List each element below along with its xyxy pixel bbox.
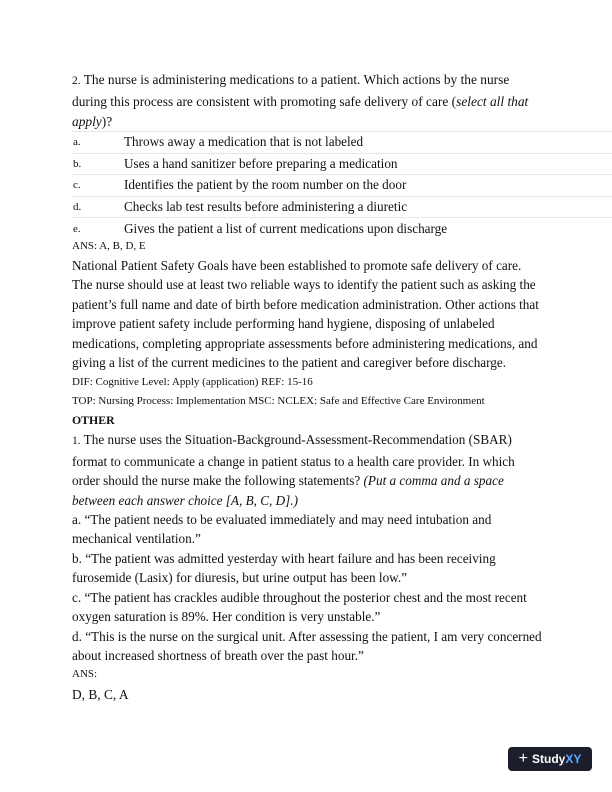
badge-prefix: Study xyxy=(531,752,566,766)
question-2-rationale: National Patient Safety Goals have been established to promote safe delivery of care. The nurse should use at least two reliable ways to identify the patient such as asking the patient’s full name and date of birth before medication administration. Other actions that improve patient safety include performing hand hygiene, disposing of unlabeled medications, completing appropriate assessments before administering medications, and giving a list of the current medicines to the patient and caregiver before discharge. xyxy=(72,258,539,371)
question-1-answer: D, B, C, A xyxy=(72,687,129,703)
option-d xyxy=(72,196,612,218)
option-letter: a. xyxy=(73,136,81,149)
option-letter: c. xyxy=(73,179,81,192)
statement-d: d. “This is the nurse on the surgical unit. After assessing the patient, I am very concerned about increased shortness of breath over the past hour.” xyxy=(72,628,542,663)
studyxy-logo-badge[interactable] xyxy=(508,747,592,771)
option-text: Checks lab test results before administering a diuretic xyxy=(124,199,408,215)
option-text: Throws away a medication that is not labeled xyxy=(124,134,364,150)
question-2-answer: ANS: A, B, D, E xyxy=(72,240,146,252)
option-e xyxy=(72,217,612,239)
question-1-instruction: (Put a comma and a space between each answer choice [A, B, C, D].) xyxy=(72,473,504,508)
option-letter: d. xyxy=(73,201,82,214)
difficulty-line: DIF: Cognitive Level: Apply (application) REF: 15-16 xyxy=(72,376,313,389)
badge-suffix: XY xyxy=(565,752,582,766)
question-1-number: 1. xyxy=(72,435,81,448)
statement-b: b. “The patient was admitted yesterday with heart failure and has been receiving furosemide (Lasix) for diuresis, but urine output has been low.” xyxy=(72,550,496,586)
question-2-stem xyxy=(72,70,542,133)
option-text: Identifies the patient by the room number on the door xyxy=(124,177,407,193)
question-1-answer-label: ANS: xyxy=(72,668,98,681)
topic-line: TOP: Nursing Process: Implementation MSC: NCLEX: Safe and Effective Care Environment xyxy=(72,395,485,408)
answer-options xyxy=(72,131,612,239)
option-letter: e. xyxy=(73,222,81,235)
statement-c: c. “The patient has crackles audible throughout the posterior chest and the most recent oxygen saturation is 89%. Her condition is very unstable.” xyxy=(72,589,527,625)
plus-icon: + xyxy=(518,750,528,767)
question-1-stem xyxy=(72,430,542,510)
option-c xyxy=(72,174,612,196)
option-letter: b. xyxy=(73,157,82,170)
question-2-number: 2. xyxy=(72,75,81,87)
option-b xyxy=(72,153,612,175)
question-2-text: The nurse is administering medications to a patient. Which actions by the nurse during this process are consistent with promoting safe delivery of care ( xyxy=(72,72,510,109)
question-1-text: The nurse uses the Situation-Background-Assessment-Recommendation (SBAR) format to communicate a change in patient status to a health care provider. In which order should the nurse make the following statements? xyxy=(72,432,515,489)
option-a xyxy=(72,131,612,153)
question-2-text-end: )? xyxy=(101,114,113,130)
badge-text xyxy=(532,752,581,766)
section-heading: OTHER xyxy=(72,413,115,428)
select-all-note: select all that apply xyxy=(72,93,529,130)
statement-a: a. “The patient needs to be evaluated immediately and may need intubation and mechanical ventilation.” xyxy=(72,512,492,547)
option-text: Gives the patient a list of current medications upon discharge xyxy=(124,220,448,236)
document-page xyxy=(72,70,542,133)
option-text: Uses a hand sanitizer before preparing a medication xyxy=(124,155,398,171)
document-body xyxy=(72,237,542,706)
